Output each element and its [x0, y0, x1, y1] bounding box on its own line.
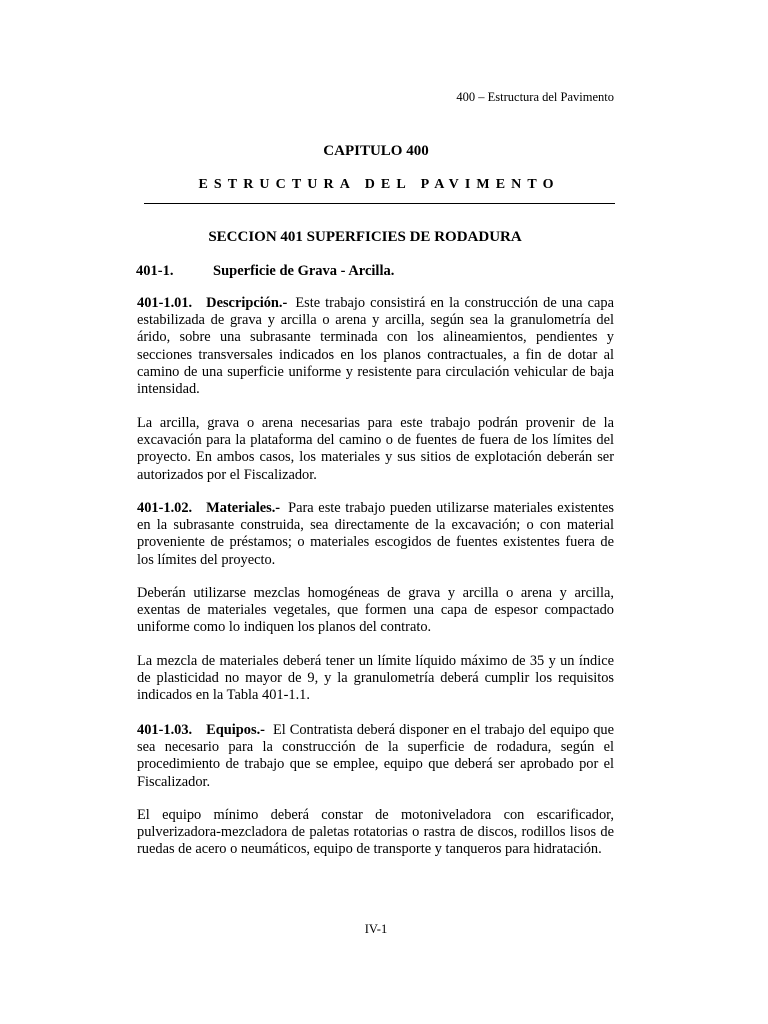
paragraph-text: Este trabajo consistirá en la construcción de una capa estabilizada de grava y arcilla o arena y arcilla, según sea la granulometría del árido, sobre una subrasante terminada con los alineamientos, pendientes y secciones transversales indicados en los planos contractuales, a fin de dotar al camino de una superficie uniforme y resistente para circulación vehicular de baja intensidad. — [137, 295, 614, 398]
paragraph-body — [137, 415, 614, 484]
paragraph-equipment — [137, 722, 614, 791]
paragraph-body — [137, 653, 614, 705]
paragraph-text: El Contratista deberá disponer en el trabajo del equipo que sea necesario para la construcción de la superficie de rodadura, según el procedimiento de trabajo que se emplee, equipo que deberá ser aprobado por el Fiscalizador. — [137, 722, 614, 790]
paragraph-text: La mezcla de materiales deberá tener un límite líquido máximo de 35 y un índice de plasticidad no mayor de 9, y la granulometría deberá cumplir los requisitos indicados en la Tabla 401-1.1. — [137, 653, 614, 704]
chapter-subtitle: ESTRUCTURA DEL PAVIMENTO — [198, 177, 560, 192]
paragraph-description — [137, 295, 614, 398]
subsection-title: Superficie de Grava - Arcilla. — [213, 263, 395, 279]
paragraph-text: La arcilla, grava o arena necesarias para este trabajo podrán provenir de la excavación para la plataforma del camino o de fuentes de fuera de los límites del proyecto. En ambos casos, los materiales y sus sitios de explotación deberán ser autorizados por el Fiscalizador. — [137, 415, 614, 483]
paragraph-number: 401-1.02. — [137, 500, 193, 516]
section-title: SECCION 401 SUPERFICIES DE RODADURA — [208, 229, 522, 245]
chapter-title: CAPITULO 400 — [323, 143, 429, 159]
page-number: IV-1 — [364, 922, 388, 936]
paragraph-heading: Descripción.- — [206, 295, 288, 311]
title-divider — [144, 203, 615, 204]
paragraph-materials — [137, 500, 614, 569]
subsection-number: 401-1. — [136, 263, 174, 279]
running-header: 400 – Estructura del Pavimento — [456, 90, 614, 104]
paragraph-text: Para este trabajo pueden utilizarse materiales existentes en la subrasante construida, sea directamente de la excavación; o con material proveniente de préstamos; o materiales escogidos de fuentes existentes fuera de los límites del proyecto. — [137, 500, 614, 568]
paragraph-body — [137, 585, 614, 637]
paragraph-text: Deberán utilizarse mezclas homogéneas de grava y arcilla o arena y arcilla, exentas de materiales vegetales, que formen una capa de espesor compactado uniforme como lo indiquen los planos del contrato. — [137, 585, 614, 636]
paragraph-heading: Equipos.- — [206, 722, 265, 738]
subsection-heading — [136, 263, 394, 280]
paragraph-heading: Materiales.- — [206, 500, 281, 516]
paragraph-number: 401-1.01. — [137, 295, 193, 311]
paragraph-text: El equipo mínimo deberá constar de motoniveladora con escarificador, pulverizadora-mezcladora de paletas rotatorias o rastra de discos, rodillos lisos de ruedas de acero o neumáticos, equipo de transporte y tanqueros para hidratación. — [137, 807, 614, 858]
paragraph-number: 401-1.03. — [137, 722, 193, 738]
paragraph-body — [137, 807, 614, 859]
